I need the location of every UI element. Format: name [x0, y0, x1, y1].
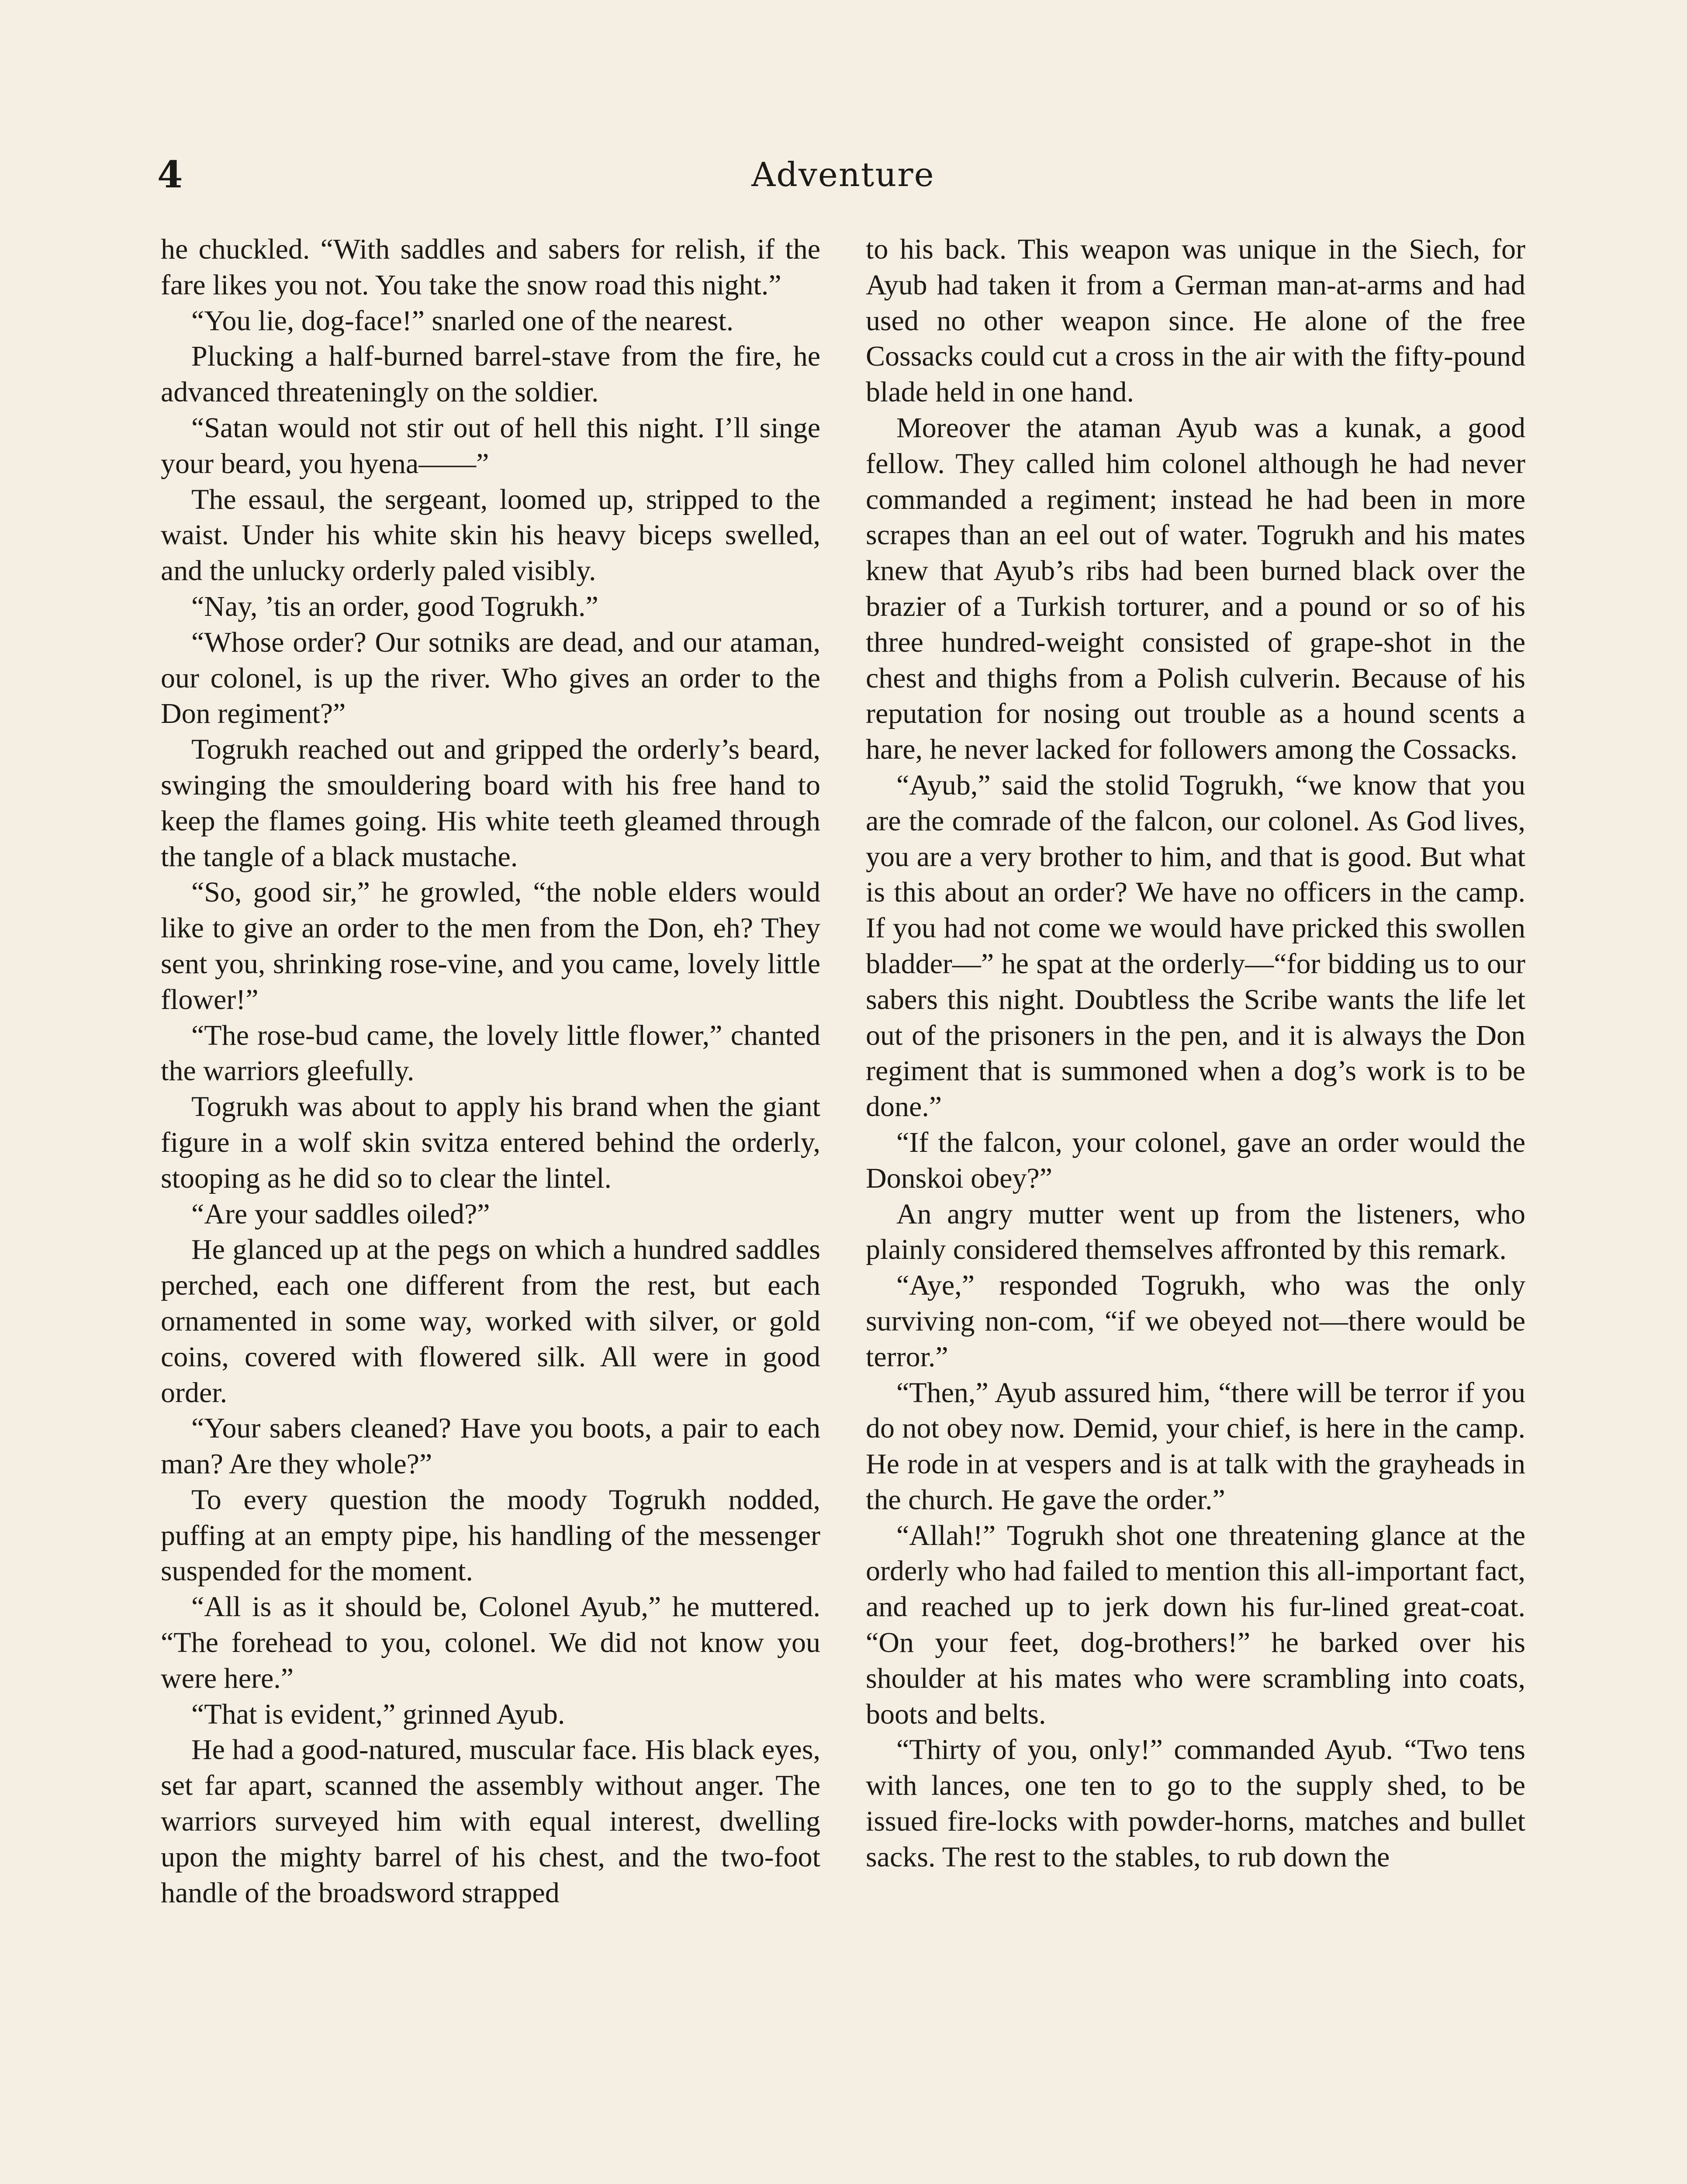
paragraph: “Then,” Ayub assured him, “there will be terror if you do not obey now. Demid, your chief, is here in the camp. He rode in at vespers and is at talk with the grayheads in the church. He gave the order.”: [866, 1376, 1525, 1516]
paragraph: “Nay, ’tis an order, good Togrukh.”: [191, 590, 598, 622]
paragraph: “Are your saddles oiled?”: [191, 1198, 490, 1230]
paragraph: “Ayub,” said the stolid Togrukh, “we know that you are the comrade of the falcon, our colonel. As God lives, you are a very brother to him, and that is good. But what is this about an order? We have no officers in the camp. If you had not come we would have pricked this swollen bladder—” he spat at the orderly—“for bidding us to our sabers this night. Doubtless the Scribe wants the life let out of the prisoners in the pen, and it is always the Don regiment that is summoned when a dog’s work is to be done.”: [866, 769, 1525, 1123]
paragraph: “So, good sir,” he growled, “the noble elders would like to give an order to the men from the Don, eh? They sent you, shrinking rose-vine, and you came, lovely little flower!”: [161, 876, 820, 1016]
paragraph: He had a good-natured, muscular face. His black eyes, set far apart, scanned the assembly without anger. The warriors surveyed him with equal interest, dwelling upon the mighty barrel of his chest, and the two-foot handle of the broadsword strapped: [161, 1734, 820, 1909]
paragraph: “That is evident,” grinned Ayub.: [191, 1698, 565, 1730]
paragraph: “The rose-bud came, the lovely little flower,” chanted the warriors gleefully.: [161, 1019, 820, 1087]
paragraph: “All is as it should be, Colonel Ayub,” he muttered. “The forehead to you, colonel. We did not know you were here.”: [161, 1591, 820, 1694]
paragraph: Moreover the ataman Ayub was a kunak, a good fellow. They called him colonel although he had never commanded a regiment; instead he had been in more scrapes than an eel out of water. Togrukh and his mates knew that Ayub’s ribs had been burned black over the brazier of a Turkish torturer, and a pound or so of his three hundred-weight consisted of grape-shot in the chest and thighs from a Polish culverin. Because of his reputation for nosing out trouble as a hound scents a hare, he never lacked for followers among the Cossacks.: [866, 411, 1525, 766]
paragraph: “Satan would not stir out of hell this night. I’ll singe your beard, you hyena——”: [161, 411, 820, 480]
paragraph: “If the falcon, your colonel, gave an order would the Donskoi obey?”: [866, 1126, 1525, 1194]
page-header: [157, 144, 1529, 205]
left-column: [161, 232, 820, 2184]
paragraph: An angry mutter went up from the listeners, who plainly considered themselves affronted by this remark.: [866, 1198, 1525, 1266]
paragraph: he chuckled. “With saddles and sabers for relish, if the fare likes you not. You take the snow road this night.”: [161, 233, 820, 301]
paragraph: To every question the moody Togrukh nodded, puffing at an empty pipe, his handling of the messenger suspended for the moment.: [161, 1483, 820, 1587]
paragraph: “You lie, dog-face!” snarled one of the nearest.: [191, 304, 734, 337]
paragraph: He glanced up at the pegs on which a hundred saddles perched, each one different from the rest, but each ornamented in some way, worked with silver, or gold coins, covered with flowered silk. All were in good order.: [161, 1234, 820, 1409]
paragraph: “Whose order? Our sotniks are dead, and our ataman, our colonel, is up the river. Who gives an order to the Don regiment?”: [161, 626, 820, 730]
right-column: [866, 232, 1525, 2184]
paragraph: “Allah!” Togrukh shot one threatening glance at the orderly who had failed to mention this all-important fact, and reached up to jerk down his fur-lined great-coat. “On your feet, dog-brothers!” he barked over his shoulder at his mates who were scrambling into coats, boots and belts.: [866, 1519, 1525, 1730]
paragraph: to his back. This weapon was unique in the Siech, for Ayub had taken it from a German man-at-arms and had used no other weapon since. He alone of the free Cossacks could cut a cross in the air with the fifty-pound blade held in one hand.: [866, 233, 1525, 408]
running-title: Adventure: [751, 155, 935, 194]
paragraph: Togrukh was about to apply his brand when the giant figure in a wolf skin svitza entered behind the orderly, stooping as he did so to clear the lintel.: [161, 1091, 820, 1194]
paragraph: Plucking a half-burned barrel-stave from the fire, he advanced threateningly on the soldier.: [161, 340, 820, 408]
paragraph: Togrukh reached out and gripped the orderly’s beard, swinging the smouldering board with his free hand to keep the flames going. His white teeth gleamed through the tangle of a black mustache.: [161, 733, 820, 873]
page-number: 4: [157, 153, 183, 196]
paragraph: “Your sabers cleaned? Have you boots, a pair to each man? Are they whole?”: [161, 1412, 820, 1480]
paragraph: “Thirty of you, only!” commanded Ayub. “Two tens with lances, one ten to go to the supply shed, to be issued fire-locks with powder-horns, matches and bullet sacks. The rest to the stables, to rub down the: [866, 1734, 1525, 1873]
paragraph: “Aye,” responded Togrukh, who was the only surviving non-com, “if we obeyed not—there would be terror.”: [866, 1269, 1525, 1373]
paragraph: The essaul, the sergeant, loomed up, stripped to the waist. Under his white skin his heavy biceps swelled, and the unlucky orderly paled visibly.: [161, 483, 820, 587]
